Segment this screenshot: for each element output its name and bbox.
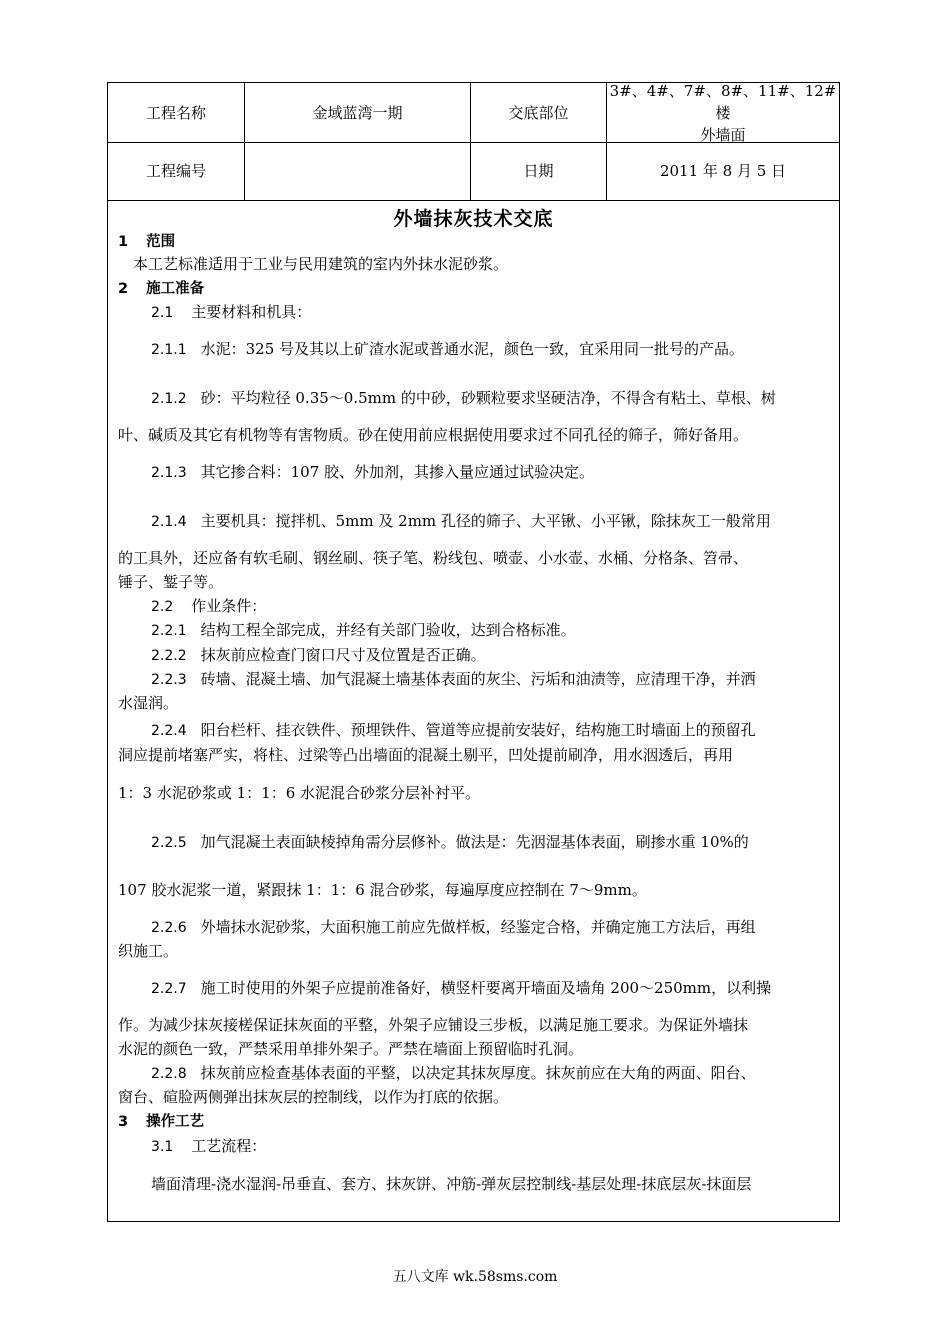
para-2-2-7: 2.2.7 施工时使用的外架子应提前准备好，横竖杆要离开墙面及墙角 200～250mm，以利操 — [151, 979, 772, 997]
date-value: 2011 年 8 月 5 日 — [659, 162, 787, 180]
section-1-heading: 1 范围 — [118, 234, 176, 250]
para-2-1-3: 2.1.3 其它掺合料：107 胶、外加剂，其掺入量应通过试验决定。 — [151, 463, 595, 481]
location-label: 交底部位 — [471, 83, 607, 142]
para-2-2: 2.2 作业条件： — [151, 597, 267, 615]
para-2-2-6: 2.2.6 外墙抹水泥砂浆，大面积施工前应先做样板，经鉴定合格，并确定施工方法后，再组 — [151, 918, 756, 936]
para-2-1-4-line3: 锤子、錾子等。 — [118, 573, 224, 591]
para-2-1-1: 2.1.1 水泥：325 号及其以上矿渣水泥或普通水泥，颜色一致，宜采用同一批号的产品。 — [151, 340, 745, 358]
para-2-2-7-line2: 作。为减少抹灰接槎保证抹灰面的平整，外架子应铺设三步板，以满足施工要求。为保证外墙抹 — [118, 1016, 749, 1034]
para-2-1-2: 2.1.2 砂：平均粒径 0.35～0.5mm 的中砂，砂颗粒要求坚硬洁净，不得含有粘土、草根、树 — [151, 389, 776, 407]
para-2-2-8-line2: 窗台、碹脸两侧弹出抹灰层的控制线，以作为打底的依据。 — [118, 1088, 509, 1106]
para-2-1-4-line2: 的工具外，还应备有软毛刷、钢丝刷、筷子笔、粉线包、喷壶、小水壶、水桶、分格条、笤帚、 — [118, 549, 749, 567]
para-2-2-3-line2: 水湿润。 — [118, 694, 179, 712]
para-2-2-8: 2.2.8 抹灰前应检查基体表面的平整，以决定其抹灰厚度。抹灰前应在大角的两面、阳台、 — [151, 1064, 756, 1082]
para-2-1: 2.1 主要材料和机具： — [151, 303, 312, 321]
section-1-text: 本工艺标准适用于工业与民用建筑的室内外抹水泥砂浆。 — [133, 255, 509, 273]
location-value-line2: 外墙面 — [700, 125, 746, 144]
document-body — [108, 200, 839, 1221]
location-value — [607, 83, 839, 142]
para-2-2-5: 2.2.5 加气混凝土表面缺棱掉角需分层修补。做法是：先洇湿基体表面，刷掺水重 10%的 — [151, 833, 749, 851]
para-2-2-1: 2.2.1 结构工程全部完成，并经有关部门验收，达到合格标准。 — [151, 621, 576, 639]
project-number-label: 工程编号 — [108, 142, 245, 200]
header-row-1 — [108, 83, 839, 143]
para-2-2-4-line3: 1：3 水泥砂浆或 1：1：6 水泥混合砂浆分层补衬平。 — [118, 784, 481, 802]
para-2-2-7-line3: 水泥的颜色一致，严禁采用单排外架子。严禁在墙面上预留临时孔洞。 — [118, 1040, 584, 1058]
disclosure-form — [107, 82, 840, 1222]
date-label: 日期 — [471, 142, 607, 200]
para-2-2-2: 2.2.2 抹灰前应检查门窗口尺寸及位置是否正确。 — [151, 646, 486, 664]
section-2-heading: 2 施工准备 — [118, 281, 205, 297]
section-3-heading: 3 操作工艺 — [118, 1114, 205, 1130]
para-3-1: 3.1 工艺流程： — [151, 1137, 267, 1155]
para-2-2-4: 2.2.4 阳台栏杆、挂衣铁件、预埋铁件、管道等应提前安装好，结构施工时墙面上的预留孔 — [151, 721, 756, 739]
para-2-2-5-line2: 107 胶水泥浆一道，紧跟抹 1：1：6 混合砂浆，每遍厚度应控制在 7～9mm。 — [118, 881, 647, 899]
location-value-line1: 3#、4#、7#、8#、11#、12#楼 — [609, 81, 837, 122]
para-2-1-2-line2: 叶、碱质及其它有机物等有害物质。砂在使用前应根据使用要求过不同孔径的筛子，筛好备用。 — [118, 426, 749, 444]
project-name-value: 金域蓝湾一期 — [245, 83, 471, 142]
header-row-2 — [108, 142, 839, 201]
process-flow: 墙面清理-浇水湿润-吊垂直、套方、抹灰饼、冲筋-弹灰层控制线-基层处理-抹底层灰-抹面层 — [151, 1175, 752, 1193]
para-2-2-3: 2.2.3 砖墙、混凝土墙、加气混凝土墙基体表面的灰尘、污垢和油渍等，应清理干净，并洒 — [151, 670, 756, 688]
para-2-1-4: 2.1.4 主要机具：搅拌机、5mm 及 2mm 孔径的筛子、大平锹、小平锹，除抹灰工一般常用 — [151, 512, 771, 530]
para-2-2-4-line2: 洞应提前堵塞严实，将柱、过梁等凸出墙面的混凝土剔平，凹处提前刷净，用水洇透后，再用 — [118, 746, 734, 764]
footer-watermark: 五八文库 wk.58sms.com — [392, 1269, 558, 1285]
document-title: 外墙抹灰技术交底 — [393, 208, 554, 230]
project-number-value — [245, 142, 471, 200]
project-name-label: 工程名称 — [108, 83, 245, 142]
para-2-2-6-line2: 织施工。 — [118, 942, 179, 960]
